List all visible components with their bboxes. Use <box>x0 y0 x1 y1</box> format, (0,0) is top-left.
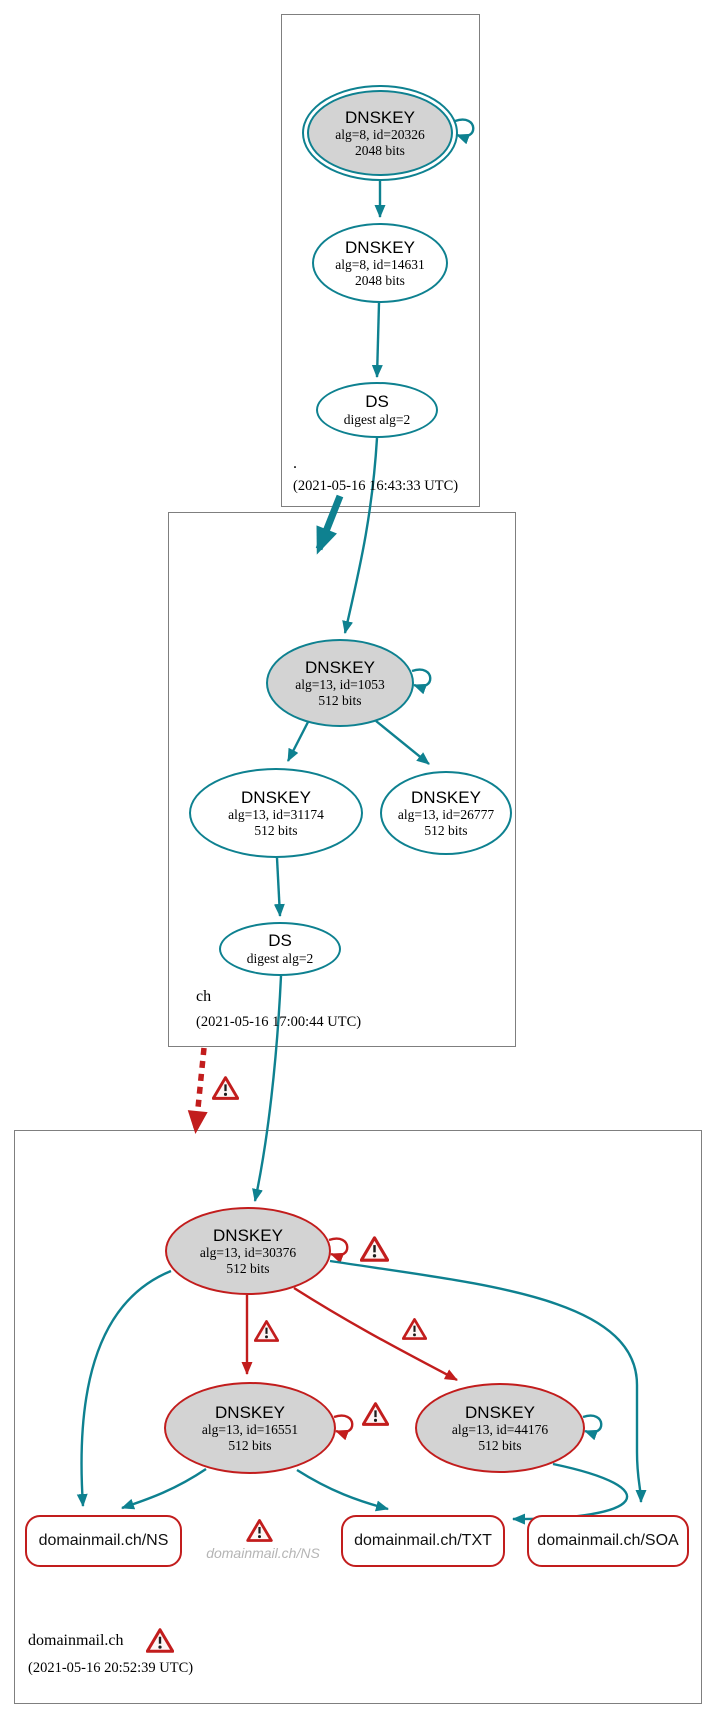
dnskey-node-ch-1053-ksk[interactable] <box>266 639 414 727</box>
rrset-node-domainmail-soa[interactable] <box>527 1515 689 1567</box>
node-bits: 2048 bits <box>355 142 405 158</box>
node-digest-alg: digest alg=2 <box>246 951 314 967</box>
rrset-label: domainmail.ch/NS <box>38 1532 169 1549</box>
node-title: DNSKEY <box>241 787 311 807</box>
node-alg-id: alg=8, id=14631 <box>335 257 425 273</box>
rrset-node-domainmail-txt[interactable] <box>341 1515 505 1567</box>
zone-label-root: . <box>293 455 297 472</box>
node-bits: 2048 bits <box>355 272 405 288</box>
ds-node-root[interactable] <box>316 382 438 438</box>
node-alg-id: alg=13, id=16551 <box>201 1422 299 1438</box>
node-title: DS <box>365 392 389 412</box>
edge-domainmail-ksk-to-ns <box>82 1271 171 1506</box>
node-bits: 512 bits <box>226 1260 270 1276</box>
node-title: DNSKEY <box>345 107 415 127</box>
self-loop-domainmail-zsk2 <box>583 1416 601 1433</box>
warning-icon[interactable] <box>212 1076 239 1100</box>
warning-icon[interactable] <box>246 1519 273 1542</box>
edge-ch-ksk-to-zsk1 <box>288 722 308 761</box>
self-loop-ch-ksk <box>412 670 430 687</box>
dnskey-node-domainmail-44176[interactable] <box>415 1383 585 1473</box>
edge-domainmail-zsk1-to-txt <box>297 1470 388 1509</box>
edge-delegation-ch-to-domainmail-bogus <box>196 1048 204 1128</box>
warning-icon[interactable] <box>254 1320 279 1342</box>
node-bits: 512 bits <box>228 1437 272 1453</box>
node-alg-id: alg=13, id=31174 <box>228 807 324 823</box>
node-alg-id: alg=13, id=26777 <box>397 807 495 823</box>
zone-timestamp-root: (2021-05-16 16:43:33 UTC) <box>293 478 459 494</box>
zone-timestamp-ch: (2021-05-16 17:00:44 UTC) <box>196 1014 362 1030</box>
dnskey-node-ch-26777[interactable] <box>380 771 512 855</box>
rrset-missing-label: domainmail.ch/NS <box>206 1545 320 1561</box>
dnskey-node-root-20326-inner <box>307 90 453 176</box>
node-alg-id: alg=13, id=30376 <box>199 1245 297 1261</box>
rrset-label: domainmail.ch/SOA <box>537 1532 679 1549</box>
node-alg-id: alg=13, id=1053 <box>295 677 385 693</box>
self-loop-domainmail-zsk1 <box>334 1416 352 1433</box>
zone-label-ch: ch <box>196 988 212 1005</box>
warning-icon[interactable] <box>362 1402 389 1426</box>
edge-root-ds-to-ch-ksk <box>345 438 377 633</box>
node-bits: 512 bits <box>424 822 468 838</box>
zone-timestamp-domainmail: (2021-05-16 20:52:39 UTC) <box>28 1660 194 1676</box>
rrset-node-domainmail-ns[interactable] <box>25 1515 182 1567</box>
warning-icon[interactable] <box>402 1318 427 1340</box>
dnskey-node-domainmail-30376-ksk[interactable] <box>165 1207 331 1295</box>
node-bits: 512 bits <box>318 692 362 708</box>
node-bits: 512 bits <box>478 1437 522 1453</box>
node-alg-id: alg=13, id=44176 <box>451 1422 549 1438</box>
edge-domainmail-ksk-to-zsk2 <box>294 1288 457 1380</box>
node-title: DNSKEY <box>213 1225 283 1245</box>
edge-root-zsk-to-ds <box>377 303 379 377</box>
rrset-missing-domainmail-ns <box>198 1545 328 1561</box>
warning-icon[interactable] <box>360 1236 389 1262</box>
edge-ch-zsk1-to-ds <box>277 858 280 916</box>
self-loop-domainmail-ksk <box>329 1239 347 1256</box>
edge-ch-ksk-to-zsk2 <box>376 721 429 764</box>
node-bits: 512 bits <box>254 822 298 838</box>
dnskey-node-ch-31174[interactable] <box>189 768 363 858</box>
edge-domainmail-zsk1-to-ns <box>122 1469 206 1508</box>
dnskey-node-root-14631[interactable] <box>312 223 448 303</box>
edge-delegation-root-to-ch <box>319 496 340 549</box>
zone-label-domainmail: domainmail.ch <box>28 1632 124 1649</box>
dnskey-node-domainmail-16551[interactable] <box>164 1382 336 1474</box>
node-alg-id: alg=8, id=20326 <box>335 127 425 143</box>
rrset-label: domainmail.ch/TXT <box>354 1532 492 1549</box>
ds-node-ch[interactable] <box>219 922 341 976</box>
node-title: DNSKEY <box>411 787 481 807</box>
node-digest-alg: digest alg=2 <box>343 412 411 428</box>
node-title: DNSKEY <box>465 1402 535 1422</box>
node-title: DNSKEY <box>305 657 375 677</box>
warning-icon[interactable] <box>146 1628 174 1653</box>
dnskey-node-root-20326-ksk[interactable] <box>302 85 458 181</box>
node-title: DNSKEY <box>345 237 415 257</box>
edge-domainmail-zsk2-to-txt <box>513 1464 627 1519</box>
node-title: DNSKEY <box>215 1402 285 1422</box>
edge-ch-ds-to-domainmail-ksk <box>255 976 281 1201</box>
node-title: DS <box>268 931 292 951</box>
